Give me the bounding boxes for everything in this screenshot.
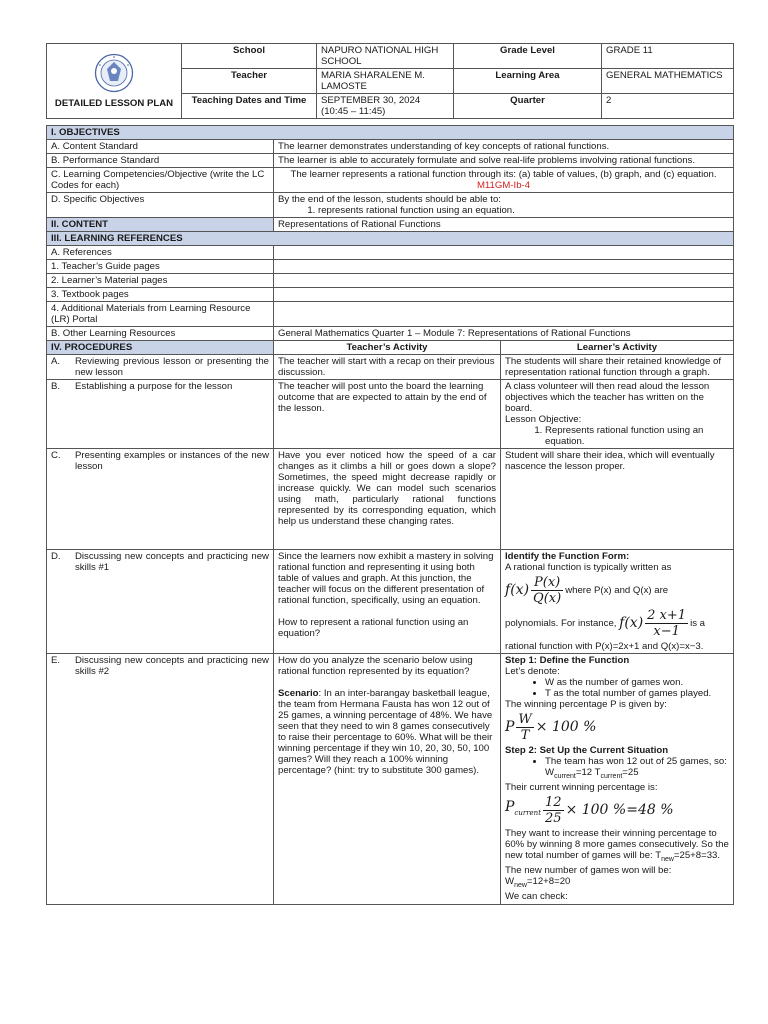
content-standard-value: The learner demonstrates understanding of key concepts of rational functions. (274, 140, 734, 154)
procedure-b-teacher: The teacher will post unto the board the learning outcome that are expected to attain by the end of the lesson. (274, 380, 501, 449)
bullet-t: • T as the total number of games played. (545, 688, 729, 699)
procedure-c-letter: C. (51, 450, 61, 461)
competency-label: C. Learning Competencies/Objective (write the LC Codes for each) (47, 168, 274, 193)
references-3-value (274, 288, 734, 302)
references-2-value (274, 274, 734, 288)
procedure-d-teacher-text: Since the learners now exhibit a mastery in solving rational function and representing it using both table of values and graph. At this junction, the teacher will focus on the different presentation of rational function, specifically, using an equation. (278, 551, 494, 606)
procedure-d-question: How to represent a rational function using an equation? (278, 617, 469, 639)
school-value: NAPURO NATIONAL HIGH SCHOOL (317, 44, 454, 69)
deped-seal-logo (94, 53, 134, 93)
procedure-c-label (47, 449, 274, 550)
dates-label: Teaching Dates and Time (182, 94, 317, 119)
learner-activity-header: Learner’s Activity (501, 341, 734, 355)
example-formula: polynomials. For instance, f(x) $\frac{2 x+1}{x-1}$ is a (505, 608, 705, 639)
current-pct-formula: $P_{current}$ $\frac{12}{25}$ × 100 %=48 % (505, 794, 674, 826)
dates-value: SEPTEMBER 30, 2024 (10:45 – 11:45) (317, 94, 454, 119)
header-table (46, 43, 734, 119)
step-1-heading: Step 1: Define the Function (505, 655, 630, 666)
lesson-objective-item: 1. Represents rational function using an equation. (545, 425, 729, 447)
teacher-activity-header: Teacher’s Activity (274, 341, 501, 355)
procedure-d-letter: D. (51, 551, 61, 562)
procedure-b-text: Establishing a purpose for the lesson (75, 381, 233, 392)
grade-value: GRADE 11 (602, 44, 734, 69)
references-4-value (274, 302, 734, 327)
procedure-a-label (47, 355, 274, 380)
content-standard-label: A. Content Standard (47, 140, 274, 154)
procedure-d-learner (501, 550, 734, 654)
quarter-label: Quarter (454, 94, 602, 119)
lesson-plan-table (46, 125, 734, 905)
procedure-e-letter: E. (51, 655, 61, 666)
objectives-heading: I. OBJECTIVES (47, 126, 734, 140)
procedure-d-text: Discussing new concepts and practicing new skills #1 (75, 551, 269, 573)
current-pct-text: Their current winning percentage is: (505, 781, 658, 793)
specific-item: 1. represents rational function using an equation. (318, 205, 729, 216)
bullet-w: • W as the number of games won. (545, 677, 729, 688)
competency-cell (274, 168, 734, 193)
example-explanation: rational function with P(x)=2x+1 and Q(x)=x−3. (505, 641, 704, 652)
grade-label: Grade Level (454, 44, 602, 69)
scenario-label: Scenario (278, 688, 319, 699)
specific-intro: By the end of the lesson, students should be able to: (278, 194, 501, 205)
area-value: GENERAL MATHEMATICS (602, 69, 734, 94)
for-instance-text: polynomials. For instance, (505, 618, 617, 629)
procedure-a-learner: The students will share their retained knowledge of representation rational function through a graph. (501, 355, 734, 380)
references-a: A. References (47, 246, 274, 260)
denote-text: Let’s denote: (505, 666, 560, 677)
area-label: Learning Area (454, 69, 602, 94)
content-heading: II. CONTENT (47, 218, 274, 232)
procedure-c-learner: Student will share their idea, which will eventually nascence the lesson proper. (501, 449, 734, 550)
where-text: where P(x) and Q(x) are (565, 585, 669, 596)
other-resources-label: B. Other Learning Resources (47, 327, 274, 341)
step-2-heading: Step 2: Set Up the Current Situation (505, 745, 669, 756)
competency-value: The learner represents a rational function through its: (a) table of values, (b) graph, and (c) equation. (290, 169, 717, 180)
is-a-text: is a (690, 618, 705, 629)
lesson-objective-label: Lesson Objective: (505, 414, 582, 425)
references-3: 3. Textbook pages (47, 288, 274, 302)
procedure-e-learner (501, 654, 734, 905)
specific-objectives-cell (274, 193, 734, 218)
procedure-d-teacher (274, 550, 501, 654)
lc-code: M11GM-Ib-4 (476, 180, 531, 191)
rational-form-formula: f(x) $\frac{P(x)}{Q(x)}$ where P(x) and Q(x) are (505, 575, 669, 606)
references-2: 2. Learner’s Material pages (47, 274, 274, 288)
performance-standard-label: B. Performance Standard (47, 154, 274, 168)
logo-cell (47, 44, 182, 119)
teacher-value: MARIA SHARALENE M. LAMOSTE (317, 69, 454, 94)
procedure-b-learner-text: A class volunteer will then read aloud the lesson objectives which the teacher has written on the board. (505, 381, 710, 414)
procedure-c-teacher: Have you ever noticed how the speed of a car changes as it climbs a hill or goes down a slope? Sometimes, the speed might decrease rapidly or increase quickly. We can model such scenarios using math, particularly rational functions represented by its corresponding equation, which help us understand these changing rates. (274, 449, 501, 550)
content-value: Representations of Rational Functions (274, 218, 734, 232)
performance-standard-value: The learner is able to accurately formulate and solve real-life problems involving rational functions. (274, 154, 734, 168)
references-1: 1. Teacher’s Guide pages (47, 260, 274, 274)
references-4: 4. Additional Materials from Learning Resource (LR) Portal (47, 302, 274, 327)
other-resources-value: General Mathematics Quarter 1 – Module 7: Representations of Rational Functions (274, 327, 734, 341)
procedure-a-letter: A. (51, 356, 61, 367)
identify-function-heading: Identify the Function Form: (505, 551, 630, 562)
references-heading: III. LEARNING REFERENCES (47, 232, 734, 246)
specific-objectives-label: D. Specific Objectives (47, 193, 274, 218)
quarter-value: 2 (602, 94, 734, 119)
bullet-won: • The team has won 12 out of 25 games, so: $W_{current}=12$ $T_{current}=25$ (545, 756, 729, 782)
procedure-b-letter: B. (51, 381, 61, 392)
procedure-d-label (47, 550, 274, 654)
doc-title: DETAILED LESSON PLAN (54, 98, 174, 109)
teacher-label: Teacher (182, 69, 317, 94)
school-label: School (182, 44, 317, 69)
procedure-e-teacher-text: How do you analyze the scenario below using rational function represented by its equation? (278, 655, 473, 677)
scenario-text: : In an inter-barangay basketball league, the team from Hermana Fausta has won 12 out of 25 games, a winning percentage of 48%. We have seen that they need to win 8 games consecutively to raise their percentage to 60%. What will be their winning percentage if they win 10, 20, 30, 50, 100 games? Will they reach a 100% winning percentage? (hint: try to substitute 300 games). (278, 688, 493, 776)
references-1-value (274, 260, 734, 274)
procedure-b-label (47, 380, 274, 449)
procedures-heading: IV. PROCEDURES (47, 341, 274, 355)
references-a-value (274, 246, 734, 260)
function-form-text: A rational function is typically written as (505, 562, 672, 573)
procedure-e-text: Discussing new concepts and practicing new skills #2 (75, 655, 269, 677)
percentage-formula: P $\frac{W}{T}$ × 100 % (505, 712, 597, 743)
procedure-e-teacher (274, 654, 501, 905)
procedure-a-teacher: The teacher will start with a recap on their previous discussion. (274, 355, 501, 380)
procedure-c-text: Presenting examples or instances of the new lesson (75, 450, 269, 472)
procedure-e-label (47, 654, 274, 905)
pct-given-text: The winning percentage P is given by: (505, 699, 667, 710)
check-text: We can check: (505, 890, 568, 902)
procedure-b-learner (501, 380, 734, 449)
procedure-a-text: Reviewing previous lesson or presenting the new lesson (75, 356, 269, 378)
increase-text: They want to increase their winning percentage to 60% by winning 8 more games consecutively. So the new total number of games will be: $T_{new}=25+8=33$. The new number of games won will be: $W_{new}=12+8=20$ (505, 827, 729, 889)
